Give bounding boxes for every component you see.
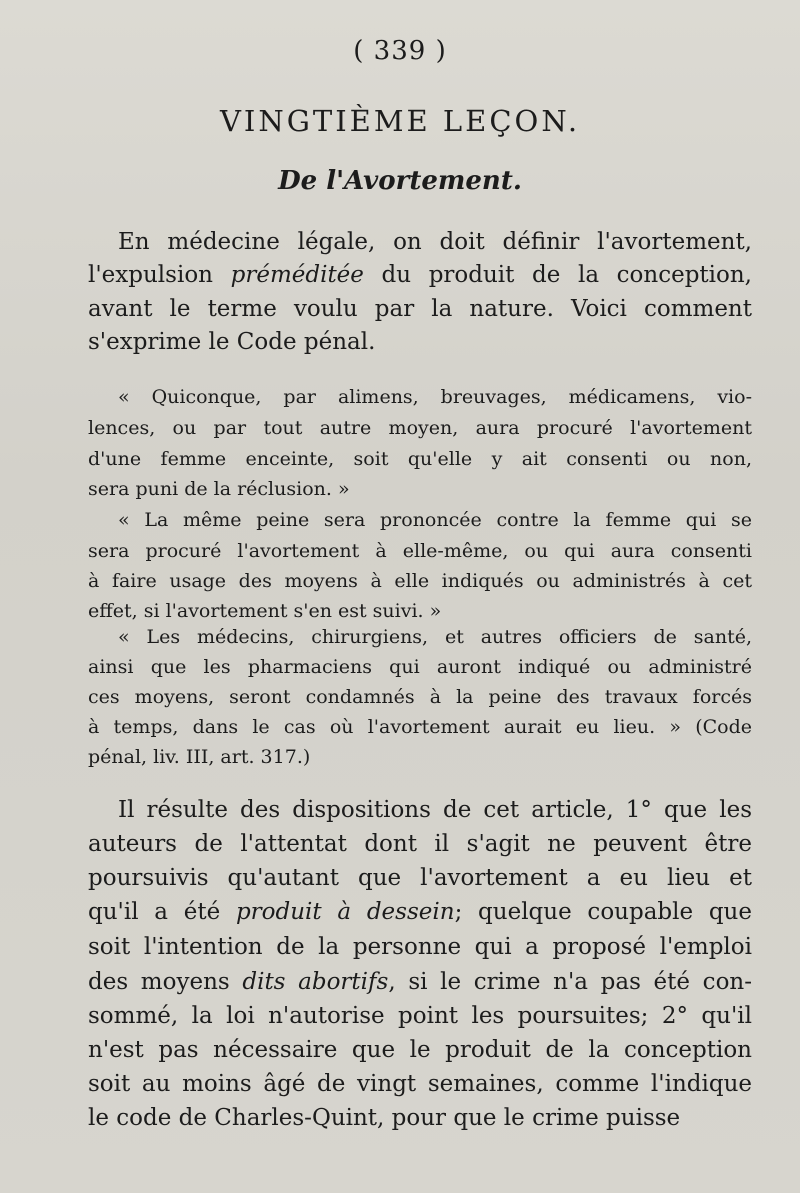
italic-phrase: produit à dessein [235,899,455,925]
paragraph-2-line: le code de Charles-Quint, pour que le crime puisse [88,1105,681,1131]
paragraph-2-line: Il résulte des dispositions de cet article, 1° que les [118,797,752,823]
quote-1-line: « Quiconque, par alimens, breuvages, médicamens, vio- [118,386,752,408]
quote-3-line: ces moyens, seront condamnés à la peine des travaux forcés [88,686,752,708]
paragraph-2-line: n'est pas nécessaire que le produit de la conception [88,1037,752,1063]
text-run: ; quelque coupable que [454,899,752,925]
section-title: De l'Avortement. [278,166,522,196]
paragraph-2-line: sommé, la loi n'autorise point les poursuites; 2° qu'il [88,1003,752,1029]
paragraph-1-line [88,262,752,288]
text-run: , si le crime n'a pas été con- [388,969,752,995]
paragraph-2-line [88,969,752,995]
quote-2-line: sera procuré l'avortement à elle-même, ou qui aura consenti [88,540,752,562]
chapter-title: VINGTIÈME LEÇON. [219,104,581,138]
quote-2-line: à faire usage des moyens à elle indiqués ou administrés à cet [88,570,752,592]
paragraph-2-line: soit au moins âgé de vingt semaines, comme l'indique [88,1071,752,1097]
text-run: l'expulsion [88,262,231,288]
paragraph-2-line: auteurs de l'attentat dont il s'agit ne peuvent être [88,831,752,857]
paragraph-1-line: s'exprime le Code pénal. [88,329,376,355]
quote-3-line: à temps, dans le cas où l'avortement aurait eu lieu. » (Code [88,716,752,738]
quote-2-line: « La même peine sera prononcée contre la femme qui se [118,509,752,531]
page-number: ( 339 ) [353,36,447,66]
quote-3-line: pénal, liv. III, art. 317.) [88,746,311,768]
quote-3-line: ainsi que les pharmaciens qui auront indiqué ou administré [88,656,752,678]
italic-phrase: dits abortifs [242,969,389,995]
paragraph-2-line: poursuivis qu'autant que l'avortement a eu lieu et [88,865,752,891]
paragraph-1-line: En médecine légale, on doit définir l'avortement, [118,229,752,255]
quote-2-line: effet, si l'avortement s'en est suivi. » [88,600,442,622]
text-run: des moyens [88,969,243,995]
text-run: qu'il a été [88,899,236,925]
quote-1-line: lences, ou par tout autre moyen, aura procuré l'avortement [88,417,752,439]
quote-1-line: d'une femme enceinte, soit qu'elle y ait consenti ou non, [88,448,752,470]
quote-1-line: sera puni de la réclusion. » [88,478,350,500]
quote-3-line: « Les médecins, chirurgiens, et autres officiers de santé, [118,626,752,648]
italic-phrase: préméditée [230,262,364,288]
text-run: du produit de la conception, [363,262,752,288]
paragraph-2-line [88,899,752,925]
paragraph-2-line: soit l'intention de la personne qui a proposé l'emploi [88,934,752,960]
paragraph-1-line: avant le terme voulu par la nature. Voici comment [88,296,752,322]
